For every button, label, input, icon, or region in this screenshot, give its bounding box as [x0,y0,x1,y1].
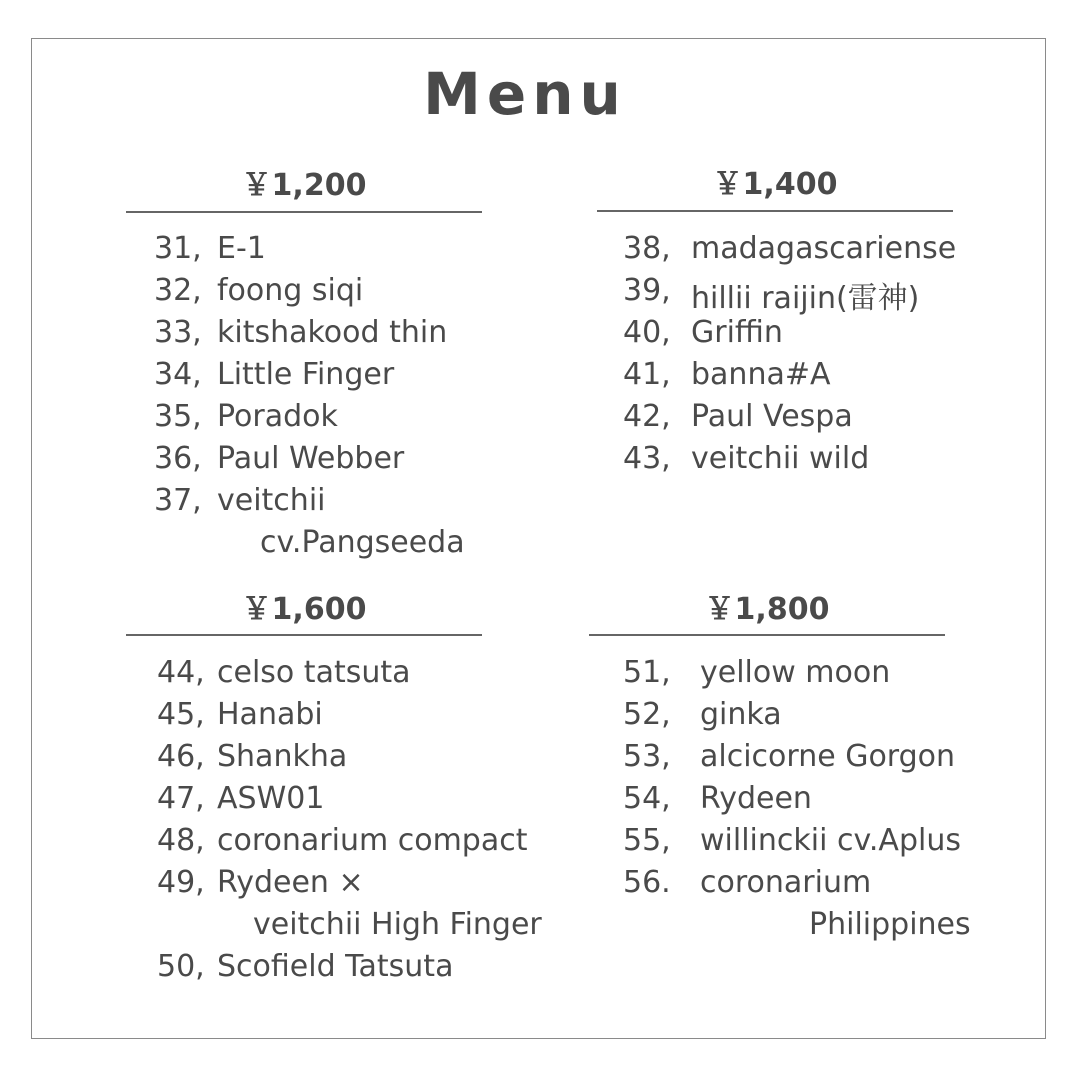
item-number: 33, [154,315,202,350]
item-name: Poradok [217,399,338,434]
item-number: 38, [623,231,671,266]
item-name: yellow moon [700,655,891,690]
item-number: 50, [157,949,205,984]
section-divider [597,210,953,212]
item-name: Rydeen × [217,865,364,900]
menu-title: Menu [423,60,627,128]
item-number: 44, [157,655,205,690]
item-name: madagascariense [691,231,957,266]
section-divider [126,211,482,213]
item-name: hillii raijin(雷神) [691,281,920,316]
item-name: Rydeen [700,781,812,816]
item-number: 54, [623,781,671,816]
item-name: Hanabi [217,697,323,732]
item-number: 53, [623,739,671,774]
section-divider [589,634,945,636]
item-number: 46, [157,739,205,774]
item-name: veitchii [217,483,326,518]
item-number: 55, [623,823,671,858]
item-number: 39, [623,273,671,308]
price-heading-1800: ￥1,800 [704,592,830,627]
item-number: 43, [623,441,671,476]
item-name: veitchii wild [691,441,870,476]
item-name: Shankha [217,739,348,774]
item-number: 48, [157,823,205,858]
price-heading-1200: ￥1,200 [241,168,367,203]
item-name: foong siqi [217,273,364,308]
price-heading-1400: ￥1,400 [712,167,838,202]
item-name: coronarium [700,865,872,900]
item-name-line2: veitchii High Finger [253,907,542,942]
item-name: Little Finger [217,357,395,392]
item-name: Paul Vespa [691,399,853,434]
item-number: 40, [623,315,671,350]
item-name: coronarium compact [217,823,528,858]
item-number: 37, [154,483,202,518]
item-name-line2: Philippines [809,907,971,942]
item-number: 45, [157,697,205,732]
item-name: banna#A [691,357,831,392]
item-number: 31, [154,231,202,266]
item-name: Paul Webber [217,441,405,476]
item-name: kitshakood thin [217,315,448,350]
item-name: Scofield Tatsuta [217,949,454,984]
item-name: E-1 [217,231,266,266]
item-number: 51, [623,655,671,690]
item-number: 36, [154,441,202,476]
item-name: ASW01 [217,781,325,816]
item-name: Griffin [691,315,783,350]
item-number: 35, [154,399,202,434]
price-heading-1600: ￥1,600 [241,592,367,627]
item-number: 34, [154,357,202,392]
item-number: 56. [623,865,671,900]
item-number: 42, [623,399,671,434]
item-number: 32, [154,273,202,308]
item-number: 52, [623,697,671,732]
item-name-line2: cv.Pangseeda [260,525,465,560]
item-name: willinckii cv.Aplus [700,823,961,858]
item-name: celso tatsuta [217,655,411,690]
item-number: 47, [157,781,205,816]
item-name: ginka [700,697,782,732]
section-divider [126,634,482,636]
item-name: alcicorne Gorgon [700,739,956,774]
item-number: 41, [623,357,671,392]
item-number: 49, [157,865,205,900]
